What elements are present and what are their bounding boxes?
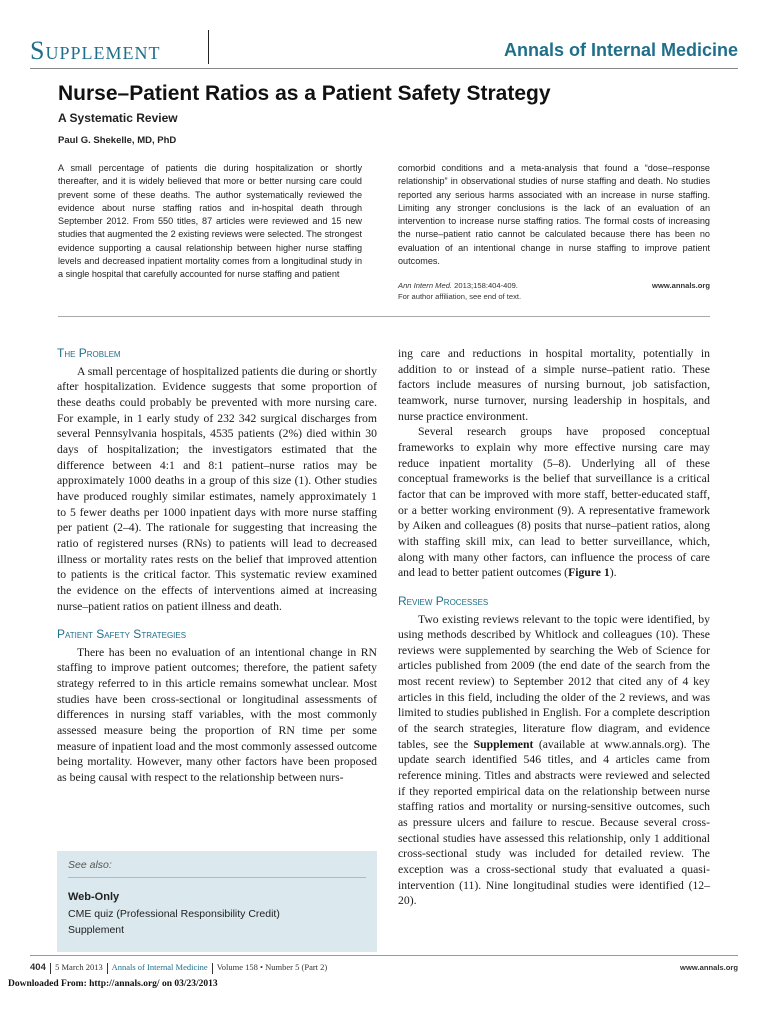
- citation-details: 2013;158:404-409.: [452, 281, 518, 290]
- footer-volume: Volume 158 • Number 5 (Part 2): [216, 962, 328, 972]
- abstract-divider: [58, 316, 710, 317]
- paragraph: There has been no evaluation of an intentional change in RN staffing to improve patient outcomes; therefore, the patient safety strategy referred to in this article remains somewhat unclear. Most studies have been cross-sectional or longitudinal assessments of differences in nursing staff variables, with the most commonly assessed measure being the proportion of RN time per some measure of inpatient load and the most commonly assessed outcome being mortality. However, many other factors have been proposed as being causal with respect to the relationship between nurs-: [57, 645, 377, 785]
- page-footer: [30, 962, 738, 976]
- see-also-divider: [68, 877, 366, 878]
- citation-journal: Ann Intern Med.: [398, 281, 453, 290]
- author-byline: Paul G. Shekelle, MD, PhD: [58, 135, 177, 146]
- paragraph: Two existing reviews relevant to the topic were identified, by using methods described by Whitlock and colleagues (10). These reviews were supplemented by searching the Web of Science for articles published from 2009 (the end date of the search from the most recent review) to September 2012 that cited any of 4 key articles in this field, including the older of the 2 reviews, and was limited to studies published in English. For a complete description of the search strategies, literature flow diagram, and evidence tables, see the Supplement (available at www.annals.org). The update search identified 546 titles, and 4 articles came from reference mining. Titles and abstracts were reviewed and selected if they reported empirical data on the relationship between nurse staffing ratios and mortality or nursing-sensitive outcomes, such as pressure ulcers and failure to rescue. Because several cross-sectional studies have assessed this relationship, only 1 additional cross-sectional study was included for detailed review. The exception was a cross-sectional study that evaluated a quasi-intervention (11). Nine longitudinal studies were identified (12–20).: [398, 612, 710, 908]
- footer-date: 5 March 2013: [55, 962, 103, 972]
- footer-journal: Annals of Internal Medicine: [111, 962, 208, 972]
- journal-name: Annals of Internal Medicine: [503, 40, 738, 60]
- section-heading-problem: The Problem: [57, 346, 121, 360]
- body-column-left: [57, 346, 377, 786]
- see-also-item-cme-quiz[interactable]: CME quiz (Professional Responsibility Credit): [68, 908, 280, 920]
- see-also-item-supplement[interactable]: Supplement: [68, 924, 125, 936]
- supplement-link[interactable]: Supplement: [473, 737, 534, 751]
- body-column-right: [398, 346, 710, 909]
- see-also-title: See also:: [68, 859, 112, 871]
- citation-row: [398, 281, 710, 290]
- paragraph: ing care and reductions in hospital mortality, potentially in addition to or instead of a simple nurse–patient ratio. These factors include measures of nursing burnout, job satisfaction, teamwork, nurse turnover, nursing leadership in hospitals, and nurse practice environment.: [398, 347, 710, 423]
- paragraph: A small percentage of hospitalized patients die during or shortly after hospitalization. Evidence suggests that some proportion of these deaths could probably be prevented with more nursing care. For example, in 1 early study of 232 342 surgical discharges from several Pennsylvania hospitals, 4535 patients (2%) died within 30 days of hospitalization; the investigators estimated that the difference between 4:1 and 8:1 patient–nurse ratios may be approximately 1000 deaths in a group of this size (1). Other studies have produced roughly similar estimates, namely approximately 1 to 5 fewer deaths per 1000 inpatient days with more nurse staffing per patient (2–4). The rationale for suggesting that increasing the ratio of registered nurses (RNs) to patients will lead to decreased illness or mortality rates rests on the belief that improved attention to patients is the critical factor. This systematic review examined the evidence on the effects of interventions aimed at increasing nurse–patient ratios on patient illness and death.: [57, 364, 377, 613]
- paragraph: Several research groups have proposed conceptual frameworks to explain why more effective nursing care may reduce inpatient mortality (5–8). Underlying all of these conceptual frameworks is the belief that surveillance is a critical factor that can be improved with more staff, better-educated staff, or a better working environment (9). A representative framework by Aiken and colleagues (8) posits that nurse–patient ratios, along with staffing skill mix, can lead to better surveillance, which, along with many other factors, can influence the process of care and lead to better patient outcomes (Figure 1).: [398, 425, 710, 580]
- header-divider: [208, 30, 209, 64]
- download-note: Downloaded From: http://annals.org/ on 03/23/2013: [8, 979, 218, 989]
- citation: [398, 281, 518, 290]
- section-heading-review: Review Processes: [398, 593, 489, 608]
- section-heading-strategies: Patient Safety Strategies: [57, 627, 187, 642]
- abstract-right: comorbid conditions and a meta-analysis that found a “dose–response relationship” in observational studies of nurse staffing and death. No studies reported any serious harms associated with an increase in nurse staffing. Limiting any stronger conclusions is the lack of an evaluation of an intervention to increase nurse staffing ratios. The formal costs of increasing the nurse–patient ratio cannot be calculated because there has been no evaluation of an intentional change in nurse staffing to improve patient outcomes.: [398, 163, 710, 267]
- abstract-website-link[interactable]: www.annals.org: [652, 281, 710, 290]
- abstract-left: A small percentage of patients die during hospitalization or shortly thereafter, and it is widely believed that more or better nursing care could prevent some of these deaths. The author systematically reviewed the evidence about nurse staffing ratios and in-hospital death through September 2012. From 550 titles, 87 articles were reviewed and 15 new studies that augmented the 2 existing reviews were selected. The strongest evidence supporting a causal relationship between higher nurse staffing levels and decreased inpatient mortality comes from a longitudinal study in a single hospital that carefully accounted for nurse staffing and patient: [58, 163, 362, 280]
- section-label: Supplement: [30, 36, 161, 65]
- header-rule: [30, 68, 738, 69]
- page-header: [30, 28, 738, 68]
- see-also-heading: Web-Only: [68, 891, 120, 903]
- article-title: Nurse–Patient Ratios as a Patient Safety Strategy: [58, 82, 551, 105]
- footer-rule: [30, 955, 738, 956]
- figure-reference-link[interactable]: Figure 1: [568, 566, 610, 580]
- article-subtitle: A Systematic Review: [58, 111, 178, 125]
- footer-website-link[interactable]: www.annals.org: [680, 963, 738, 972]
- see-also-box: [57, 851, 377, 952]
- page-number: 404: [30, 962, 46, 973]
- affiliation-note: For author affiliation, see end of text.: [398, 292, 522, 301]
